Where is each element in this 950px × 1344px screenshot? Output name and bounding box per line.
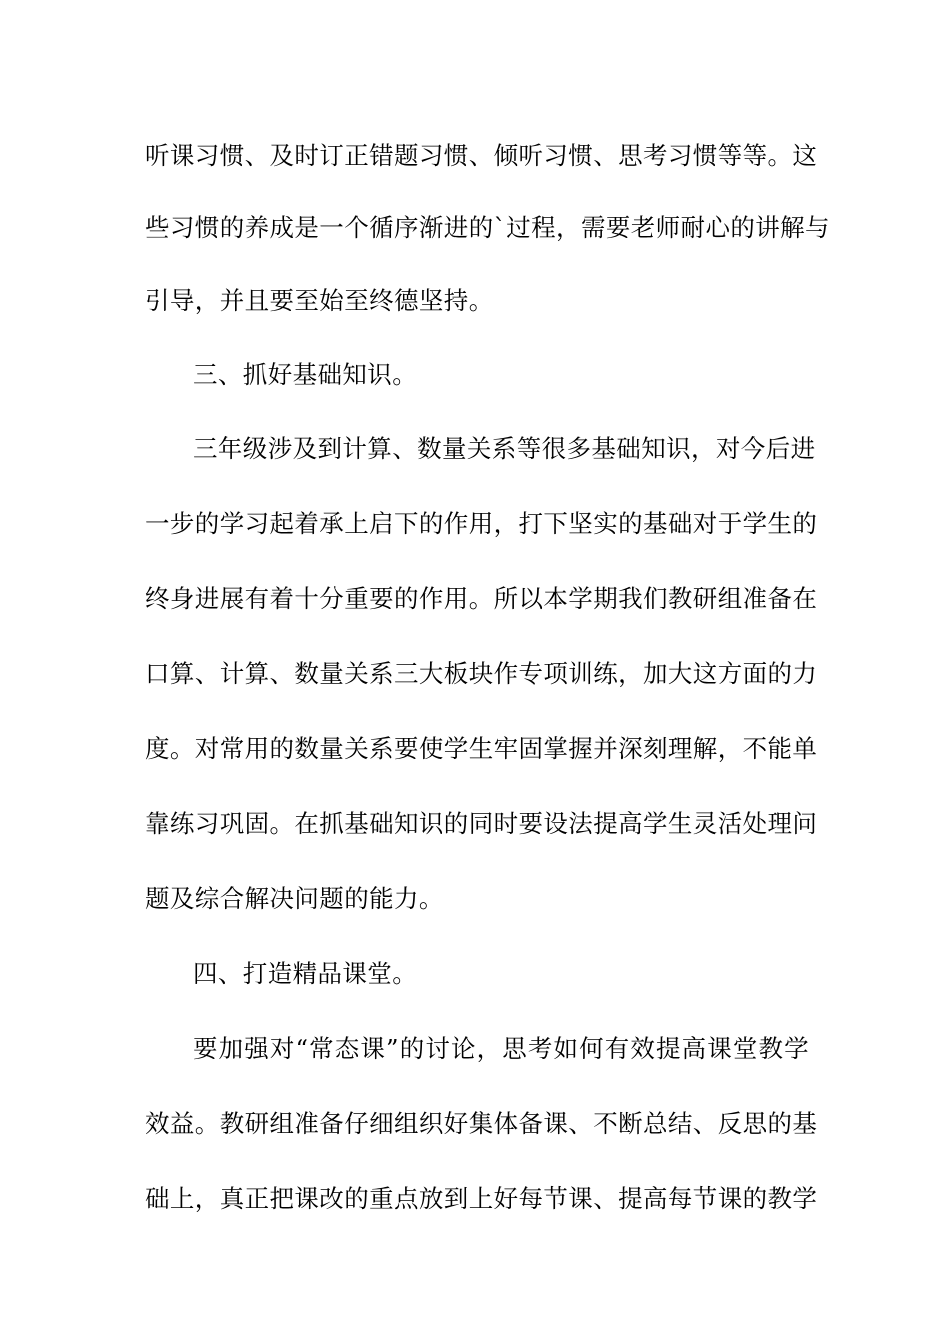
section-heading: 三、抓好基础知识。 (193, 360, 418, 389)
paragraph-line: 听课习惯、及时订正错题习惯、倾听习惯、思考习惯等等。这 (145, 141, 818, 170)
paragraph-line: 题及综合解决问题的能力。 (145, 884, 444, 913)
paragraph-line: 些习惯的养成是一个循序渐进的`过程，需要老师耐心的讲解与 (145, 213, 830, 242)
section-heading: 四、打造精品课堂。 (193, 959, 418, 988)
paragraph-line: 三年级涉及到计算、数量关系等很多基础知识，对今后进 (193, 434, 816, 463)
paragraph-line: 础上，真正把课改的重点放到上好每节课、提高每节课的教学 (145, 1184, 818, 1213)
paragraph-line: 要加强对“常态课”的讨论，思考如何有效提高课堂教学 (193, 1034, 809, 1063)
paragraph-line: 终身进展有着十分重要的作用。所以本学期我们教研组准备在 (145, 584, 818, 613)
paragraph-line: 一步的学习起着承上启下的作用，打下坚实的基础对于学生的 (145, 509, 818, 538)
paragraph-line: 引导，并且要至始至终德坚持。 (145, 286, 494, 315)
paragraph-line: 效益。教研组准备仔细组织好集体备课、不断总结、反思的基 (145, 1109, 818, 1138)
paragraph-line: 口算、计算、数量关系三大板块作专项训练，加大这方面的力 (145, 659, 818, 688)
paragraph-line: 度。对常用的数量关系要使学生牢固掌握并深刻理解，不能单 (145, 734, 818, 763)
paragraph-line: 靠练习巩固。在抓基础知识的同时要设法提高学生灵活处理问 (145, 809, 818, 838)
